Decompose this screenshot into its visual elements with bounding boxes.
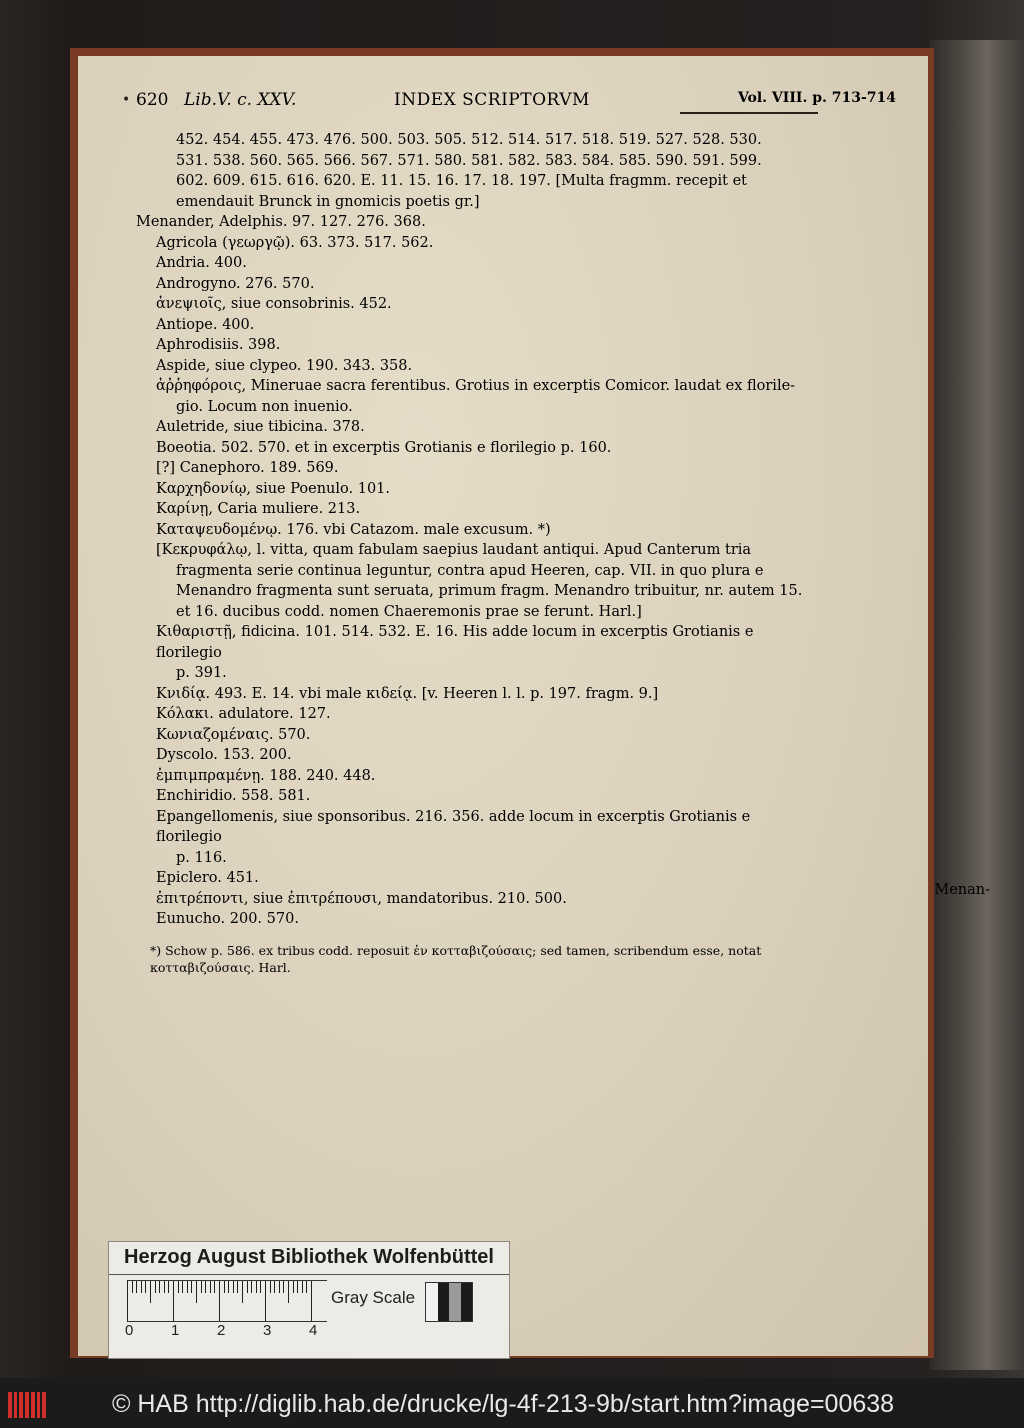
volume-ref: Vol. VIII. p. 713-714 — [737, 90, 896, 106]
footer-copyright-url: © HAB http://diglib.hab.de/drucke/lg-4f-213-9b/start.htm?image=00638 — [112, 1390, 895, 1418]
book-spine-edge — [930, 40, 1024, 1370]
index-entry-line: Enchiridio. 558. 581. — [156, 788, 311, 804]
index-entry-line: Dyscolo. 153. 200. — [156, 747, 292, 763]
ruler-tick — [168, 1281, 169, 1293]
ruler-tick — [155, 1281, 156, 1293]
ruler-tick — [233, 1281, 234, 1293]
index-entry-line: Auletride, siue tibicina. 378. — [156, 419, 365, 435]
index-entry-line: Eunucho. 200. 570. — [156, 911, 299, 927]
index-entry-line: ἐπιτρέποντι, siue ἐπιτρέπουσι, mandatoribus. 210. 500. — [156, 890, 567, 907]
ruler-tick — [159, 1281, 160, 1293]
ruler-number: 2 — [217, 1322, 226, 1339]
index-entry-line: et 16. ducibus codd. nomen Chaeremonis prae se ferunt. Harl.] — [176, 603, 642, 620]
footer-bar — [0, 1382, 1024, 1428]
index-entry-line: Epiclero. 451. — [156, 870, 259, 886]
ruler-tick — [256, 1281, 257, 1293]
color-calibration-card — [108, 1241, 510, 1359]
index-entry-line: fragmenta serie continua leguntur, contra apud Heeren, cap. VII. in quo plura e — [176, 562, 764, 579]
index-entry-line: Κιθαριστῇ, fidicina. 101. 514. 532. E. 16. His adde locum in excerptis Grotianis e florilegio — [156, 624, 754, 661]
book-chapter-ref: Lib.V. c. XXV. — [184, 90, 297, 110]
index-entry-line: Aphrodisiis. 398. — [156, 337, 281, 353]
scale-ruler — [127, 1280, 327, 1322]
gray-swatch-black — [461, 1283, 473, 1321]
index-entry-line: Menander, Adelphis. 97. 127. 276. 368. — [136, 214, 426, 230]
ruler-tick — [228, 1281, 229, 1293]
ruler-tick — [297, 1281, 298, 1293]
page-number: 620 — [136, 90, 169, 110]
index-entry-line: gio. Locum non inuenio. — [176, 398, 353, 415]
ruler-tick — [173, 1281, 174, 1321]
card-divider — [109, 1274, 509, 1275]
ruler-tick — [251, 1281, 252, 1293]
index-entry-line: Κόλακι. adulatore. 127. — [156, 706, 331, 722]
ruler-tick — [279, 1281, 280, 1293]
ruler-tick — [306, 1281, 307, 1293]
ruler-tick — [210, 1281, 211, 1293]
ruler-tick — [293, 1281, 294, 1293]
index-entry-line: Καρχηδονίῳ, siue Poenulo. 101. — [156, 480, 391, 497]
ruler-tick — [145, 1281, 146, 1293]
ruler-tick — [283, 1281, 284, 1293]
index-entry-line: Καρίνῃ, Caria muliere. 213. — [156, 501, 361, 517]
footnote-line: κοτταβιζούσαις. Harl. — [150, 960, 291, 975]
ruler-tick — [288, 1281, 289, 1303]
ruler-tick — [201, 1281, 202, 1293]
ruler-tick — [132, 1281, 133, 1293]
library-name: Herzog August Bibliothek Wolfenbüttel — [124, 1246, 494, 1268]
index-entry-line: Κνιδίᾳ. 493. E. 14. vbi male κιδείᾳ. [v. Heeren l. l. p. 197. fragm. 9.] — [156, 685, 659, 702]
ruler-tick — [219, 1281, 220, 1321]
ruler-tick — [136, 1281, 137, 1293]
ruler-tick — [196, 1281, 197, 1303]
gray-scale-label: Gray Scale — [331, 1288, 416, 1307]
ruler-tick — [260, 1281, 261, 1293]
index-entry-line: p. 391. — [176, 665, 227, 681]
ruler-number: 3 — [263, 1322, 272, 1339]
ruler-tick — [164, 1281, 165, 1293]
index-entry-line: Aspide, siue clypeo. 190. 343. 358. — [156, 357, 413, 374]
index-entry-line: Καταψευδομένῳ. 176. vbi Catazom. male excusum. *) — [156, 521, 551, 538]
ruler-tick — [187, 1281, 188, 1293]
index-entry-line: 531. 538. 560. 565. 566. 567. 571. 580. 581. 582. 583. 584. 585. 590. 591. 599. — [176, 152, 762, 169]
hab-logo-icon — [8, 1392, 46, 1418]
ruler-tick — [191, 1281, 192, 1293]
index-entry-line: Andria. 400. — [156, 255, 247, 271]
index-entry-line: Κωνιαζομέναις. 570. — [156, 726, 311, 743]
gray-swatch-white — [426, 1283, 438, 1321]
page-title: INDEX SCRIPTORVM — [394, 90, 590, 110]
index-entry-line: Agricola (γεωργῷ). 63. 373. 517. 562. — [156, 234, 434, 251]
header-underline — [680, 112, 818, 114]
index-entry-line: Boeotia. 502. 570. et in excerptis Grotianis e florilegio p. 160. — [156, 439, 612, 456]
index-entry-line: [?] Canephoro. 189. 569. — [156, 460, 339, 476]
index-entry-line: ἀνεψιοῖς, siue consobrinis. 452. — [156, 296, 392, 312]
index-entry-line: ἀῤῥηφόροις, Mineruae sacra ferentibus. Grotius in excerptis Comicor. laudat ex florile- — [156, 378, 796, 394]
ruler-number: 0 — [125, 1322, 134, 1339]
ruler-tick — [224, 1281, 225, 1293]
index-entry-line: 452. 454. 455. 473. 476. 500. 503. 505. 512. 514. 517. 518. 519. 527. 528. 530. — [176, 132, 762, 148]
footnote — [150, 942, 816, 976]
ruler-tick — [311, 1281, 312, 1321]
index-entry-line: ἐμπιμπραμένῃ. 188. 240. 448. — [156, 767, 376, 784]
index-entry-line: Epangellomenis, siue sponsoribus. 216. 356. adde locum in excerptis Grotianis e florilegio — [156, 808, 751, 845]
index-entry-line: Androgyno. 276. 570. — [156, 275, 315, 292]
ruler-tick — [214, 1281, 215, 1293]
ruler-tick — [150, 1281, 151, 1303]
ruler-tick — [302, 1281, 303, 1293]
ruler-number: 4 — [309, 1322, 318, 1339]
index-entry-line: 602. 609. 615. 616. 620. E. 11. 15. 16. 17. 18. 197. [Multa fragmm. recepit et — [176, 173, 747, 189]
index-entry-line: emendauit Brunck in gnomicis poetis gr.] — [176, 193, 480, 210]
index-entry-line: p. 116. — [176, 849, 227, 866]
ruler-tick — [247, 1281, 248, 1293]
footnote-line: *) Schow p. 586. ex tribus codd. reposuit ἐν κοτταβιζούσαις; sed tamen, scribendum esse, notat — [150, 943, 762, 958]
ruler-tick — [242, 1281, 243, 1303]
gray-swatch-black — [438, 1283, 450, 1321]
ruler-tick — [178, 1281, 179, 1293]
gray-scale-swatches — [425, 1282, 473, 1322]
ink-dot: • — [122, 92, 131, 108]
ruler-tick — [265, 1281, 266, 1321]
index-entries — [136, 130, 816, 930]
ruler-tick — [274, 1281, 275, 1293]
ruler-tick — [141, 1281, 142, 1293]
ruler-number: 1 — [171, 1322, 180, 1339]
index-entry-line: [Κεκρυφάλῳ, l. vitta, quam fabulam saepius laudant antiqui. Apud Canterum tria — [156, 542, 752, 558]
index-entry-line: Menandro fragmenta sunt seruata, primum fragm. Menandro tribuitur, nr. autem 15. — [176, 583, 803, 599]
ruler-tick — [182, 1281, 183, 1293]
ruler-tick — [205, 1281, 206, 1293]
ruler-tick — [270, 1281, 271, 1293]
index-entry-line: Antiope. 400. — [156, 316, 255, 333]
gray-swatch-gray — [449, 1283, 461, 1321]
ruler-tick — [127, 1281, 128, 1321]
catchword: Menan- — [934, 882, 990, 898]
ruler-tick — [237, 1281, 238, 1293]
